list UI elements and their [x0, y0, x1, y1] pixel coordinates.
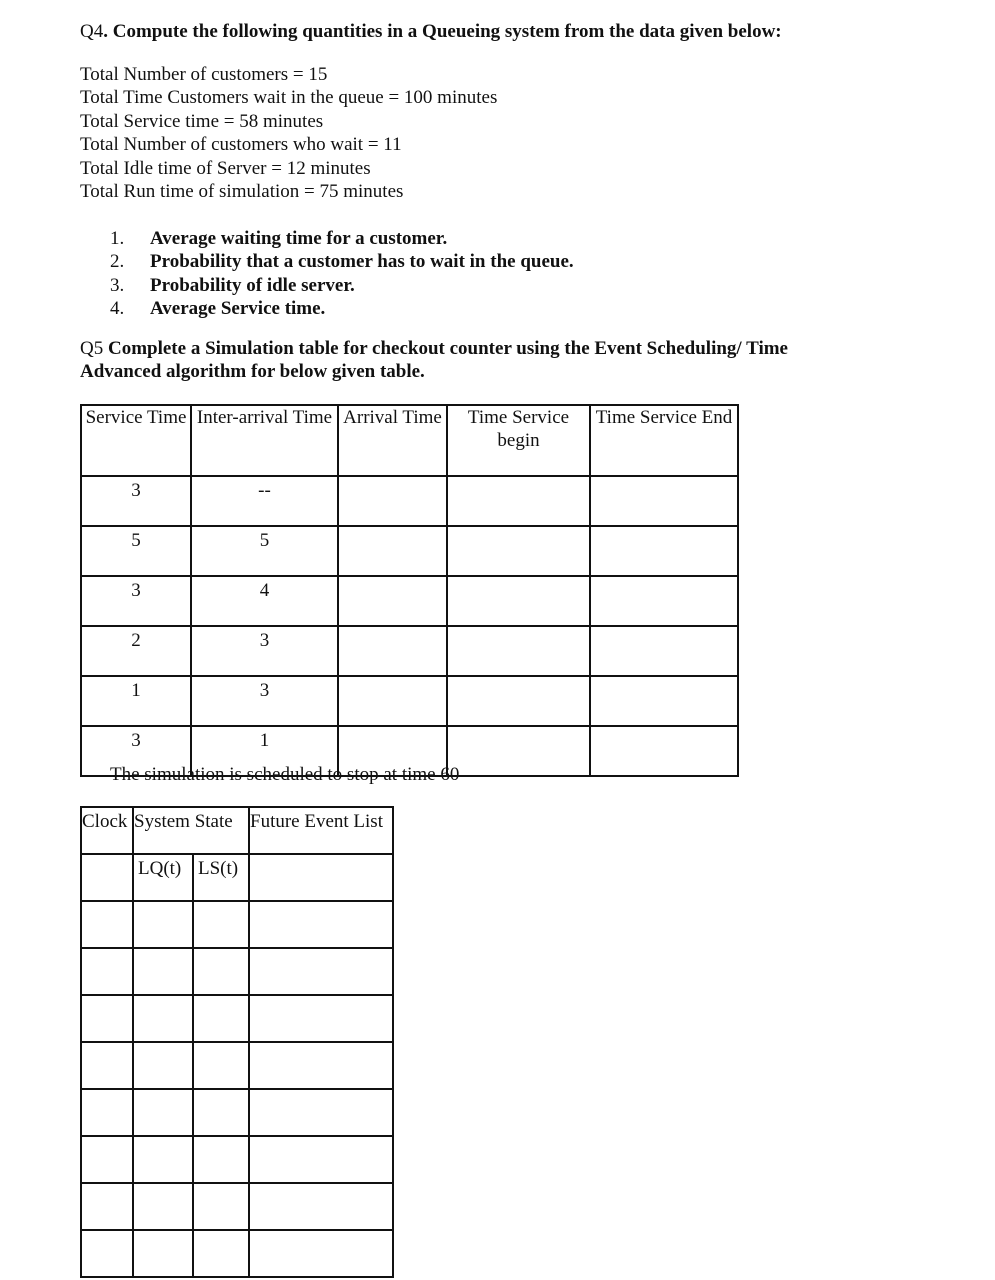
header-service-time: Service Time: [81, 405, 191, 476]
empty-cell: [81, 901, 133, 948]
interarrival-cell: 3: [191, 626, 338, 676]
q4-question-list: [110, 227, 574, 321]
service-time-cell: 3: [81, 476, 191, 526]
service-time-cell: 1: [81, 676, 191, 726]
q4-number: Q4: [80, 21, 104, 42]
empty-cell: [447, 626, 590, 676]
empty-cell: [193, 901, 249, 948]
header-lq: LQ(t): [133, 854, 193, 901]
table-header-row: [81, 405, 738, 476]
stop-time-note: The simulation is scheduled to stop at time 60: [110, 764, 460, 785]
header-ls: LS(t): [193, 854, 249, 901]
table-row: [81, 948, 393, 995]
empty-cell: [193, 948, 249, 995]
header-interarrival-time: Inter-arrival Time: [191, 405, 338, 476]
list-text: Probability of idle server.: [150, 274, 355, 296]
service-time-cell: 2: [81, 626, 191, 676]
table-row: [81, 576, 738, 626]
empty-cell: [338, 526, 447, 576]
empty-cell: [447, 676, 590, 726]
table-row: [81, 1183, 393, 1230]
empty-cell: [133, 1230, 193, 1277]
list-item: [110, 297, 574, 320]
list-number: 2.: [110, 251, 125, 273]
empty-cell: [447, 726, 590, 776]
header-service-begin: Time Service begin: [447, 405, 590, 476]
list-number: 4.: [110, 298, 125, 320]
table-row: [81, 854, 393, 901]
data-line: Total Idle time of Server = 12 minutes: [80, 157, 371, 179]
empty-cell: [81, 1183, 133, 1230]
empty-cell: [249, 1183, 393, 1230]
data-line: Total Service time = 58 minutes: [80, 110, 324, 132]
simulation-table: [80, 404, 739, 777]
table-row: [81, 995, 393, 1042]
empty-cell: [447, 576, 590, 626]
interarrival-cell: 1: [191, 726, 338, 776]
q5-number: Q5: [80, 338, 104, 359]
header-clock: Clock: [81, 807, 133, 854]
empty-cell: [338, 676, 447, 726]
empty-cell: [81, 948, 133, 995]
empty-cell: [590, 476, 738, 526]
empty-cell: [249, 1042, 393, 1089]
service-time-cell: 5: [81, 526, 191, 576]
empty-cell: [133, 995, 193, 1042]
empty-cell: [193, 1089, 249, 1136]
data-line: Total Number of customers who wait = 11: [80, 134, 402, 156]
q4-title: . Compute the following quantities in a Queueing system from the data given below:: [103, 21, 782, 42]
header-future-event-list: Future Event List: [249, 807, 393, 854]
list-item: [110, 274, 574, 297]
interarrival-cell: 5: [191, 526, 338, 576]
list-item: [110, 227, 574, 250]
table-header-row: [81, 807, 393, 854]
empty-cell: [590, 576, 738, 626]
header-system-state: System State: [133, 807, 249, 854]
list-item: [110, 250, 574, 273]
table-row: [81, 626, 738, 676]
interarrival-cell: --: [191, 476, 338, 526]
empty-cell: [249, 1136, 393, 1183]
table-row: [81, 1136, 393, 1183]
empty-cell: [447, 476, 590, 526]
q4-heading: [80, 20, 782, 43]
empty-cell: [133, 1183, 193, 1230]
q4-given-data: [80, 63, 497, 203]
list-text: Average Service time.: [150, 298, 326, 320]
empty-cell: [193, 995, 249, 1042]
q5-heading: [80, 337, 860, 384]
list-text: Average waiting time for a customer.: [150, 228, 448, 249]
empty-cell: [590, 726, 738, 776]
empty-cell: [81, 1089, 133, 1136]
list-number: 3.: [110, 274, 125, 296]
empty-cell: [193, 1183, 249, 1230]
empty-cell: [447, 526, 590, 576]
data-line: Total Time Customers wait in the queue = 100 minutes: [80, 87, 498, 109]
list-number: 1.: [110, 228, 125, 249]
empty-cell: [249, 1230, 393, 1277]
data-line: Total Run time of simulation = 75 minutes: [80, 181, 404, 203]
empty-cell: [338, 476, 447, 526]
empty-cell: [133, 901, 193, 948]
header-arrival-time: Arrival Time: [338, 405, 447, 476]
table-row: [81, 1230, 393, 1277]
table-row: [81, 526, 738, 576]
empty-cell: [133, 1136, 193, 1183]
empty-cell: [338, 576, 447, 626]
empty-cell: [81, 1042, 133, 1089]
interarrival-cell: 3: [191, 676, 338, 726]
empty-cell: [193, 1230, 249, 1277]
empty-cell: [81, 995, 133, 1042]
empty-cell: [249, 995, 393, 1042]
table-row: [81, 1089, 393, 1136]
empty-cell: [590, 526, 738, 576]
data-line: Total Number of customers = 15: [80, 64, 328, 85]
empty-cell: [590, 676, 738, 726]
header-service-end: Time Service End: [590, 405, 738, 476]
empty-cell: [249, 1089, 393, 1136]
empty-cell: [133, 1042, 193, 1089]
service-time-cell: 3: [81, 726, 191, 776]
empty-cell: [590, 626, 738, 676]
empty-cell: [249, 854, 393, 901]
empty-cell: [193, 1136, 249, 1183]
list-text: Probability that a customer has to wait in the queue.: [150, 251, 574, 273]
q5-title: Complete a Simulation table for checkout counter using the Event Scheduling/ Time Advanced algorithm for below given table.: [80, 338, 788, 383]
empty-cell: [133, 1089, 193, 1136]
empty-cell: [193, 1042, 249, 1089]
table-row: [81, 676, 738, 726]
table-row: [81, 1042, 393, 1089]
empty-cell: [249, 901, 393, 948]
service-time-cell: 3: [81, 576, 191, 626]
table-row: [81, 901, 393, 948]
empty-cell: [338, 626, 447, 676]
empty-cell: [81, 854, 133, 901]
empty-cell: [81, 1230, 133, 1277]
interarrival-cell: 4: [191, 576, 338, 626]
empty-cell: [133, 948, 193, 995]
table-row: [81, 476, 738, 526]
empty-cell: [81, 1136, 133, 1183]
future-event-list-table: [80, 806, 394, 1278]
empty-cell: [249, 948, 393, 995]
